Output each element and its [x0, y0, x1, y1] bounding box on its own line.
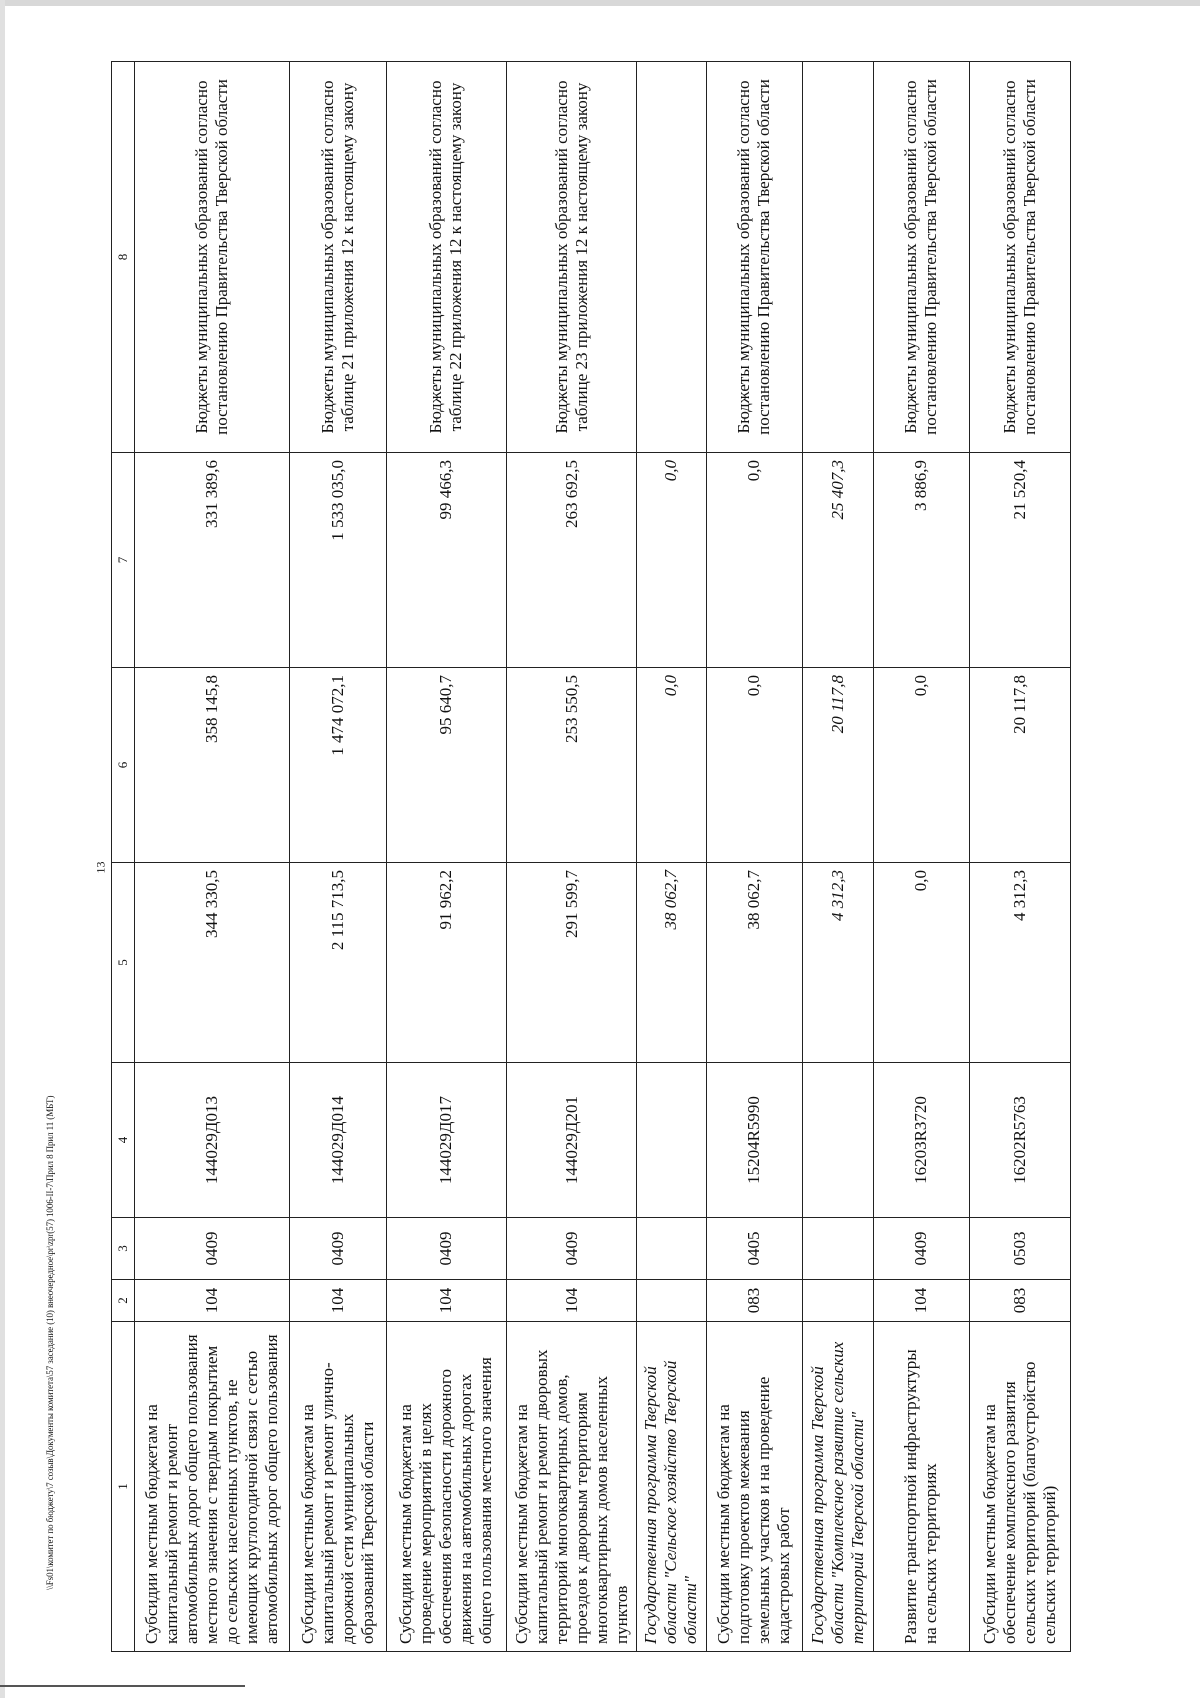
row-name: Субсидии местным бюджетам на проведение мероприятий в целях обеспечения безопасности дорожного движения на автомобильных дорогах общего пользования местного значения	[386, 1322, 507, 1652]
row-amount-3: 0,0	[706, 453, 803, 668]
row-admin-code: 083	[706, 1280, 803, 1322]
row-section-code: 0409	[873, 1218, 970, 1280]
header-col-3: 3	[112, 1218, 135, 1280]
row-name: Субсидии местным бюджетам на подготовку проектов межевания земельных участков и на проведение кадастровых работ	[706, 1322, 803, 1652]
row-recipient: Бюджеты муниципальных образований согласно таблице 22 приложения 12 к настоящему закону	[386, 62, 507, 453]
row-section-code	[803, 1218, 873, 1280]
row-amount-3: 21 520,4	[970, 453, 1071, 668]
row-amount-2: 0,0	[706, 668, 803, 863]
header-col-1: 1	[112, 1322, 135, 1652]
row-amount-2: 1 474 072,1	[289, 668, 386, 863]
row-section-code: 0409	[386, 1218, 507, 1280]
row-target-code: 15204R5990	[706, 1063, 803, 1218]
row-amount-3: 25 407,3	[803, 453, 873, 668]
row-section-code: 0503	[970, 1218, 1071, 1280]
row-target-code: 144029Д017	[386, 1063, 507, 1218]
row-amount-2: 253 550,5	[507, 668, 637, 863]
row-name: Субсидии местным бюджетам на капитальный ремонт и ремонт автомобильных дорог общего пользования местного значения с твердым покрытием до сельских населенных пунктов, не имеющих круглогодичной связи с сетью автомобильных дорог общего пользования	[135, 1322, 290, 1652]
row-target-code	[803, 1063, 873, 1218]
row-amount-1: 2 115 713,5	[289, 863, 386, 1063]
row-recipient: Бюджеты муниципальных образований согласно таблице 23 приложения 12 к настоящему закону	[507, 62, 637, 453]
row-amount-3: 263 692,5	[507, 453, 637, 668]
row-target-code: 16202R5763	[970, 1063, 1071, 1218]
row-admin-code: 083	[970, 1280, 1071, 1322]
footer-file-path: \\Fs01\комитет по бюджету\7 созыв\Документы комитета\57 заседание (10) внеочередное\pr\zpr(57) 1006-II-7\Прил 8 Прил 11 (МБТ)	[45, 1095, 55, 1590]
scan-edge-top	[0, 0, 1200, 6]
row-amount-2: 0,0	[637, 668, 706, 863]
row-recipient	[803, 62, 873, 453]
row-amount-2: 358 145,8	[135, 668, 290, 863]
row-section-code	[637, 1218, 706, 1280]
program-row	[637, 62, 706, 1652]
row-target-code: 16203R3720	[873, 1063, 970, 1218]
row-admin-code: 104	[135, 1280, 290, 1322]
row-section-code: 0405	[706, 1218, 803, 1280]
table-row	[289, 62, 386, 1652]
row-amount-1: 291 599,7	[507, 863, 637, 1063]
row-amount-1: 344 330,5	[135, 863, 290, 1063]
table-row	[507, 62, 637, 1652]
header-col-7: 7	[112, 453, 135, 668]
header-col-6: 6	[112, 668, 135, 863]
table-row	[135, 62, 290, 1652]
row-amount-2: 20 117,8	[803, 668, 873, 863]
row-section-code: 0409	[135, 1218, 290, 1280]
row-recipient: Бюджеты муниципальных образований согласно постановлению Правительства Тверской области	[706, 62, 803, 453]
row-admin-code: 104	[289, 1280, 386, 1322]
row-name: Субсидии местным бюджетам на капитальный ремонт и ремонт улично-дорожной сети муниципальных образований Тверской области	[289, 1322, 386, 1652]
row-recipient: Бюджеты муниципальных образований согласно постановлению Правительства Тверской области	[970, 62, 1071, 453]
program-name: Государственная программа Тверской области "Сельское хозяйство Тверской области"	[637, 1322, 706, 1652]
row-amount-1: 91 962,2	[386, 863, 507, 1063]
header-col-5: 5	[112, 863, 135, 1063]
header-row	[112, 62, 135, 1652]
row-name: Субсидии местным бюджетам на капитальный ремонт и ремонт дворовых территорий многоквартирных домов, проездов к дворовым территориям многоквартирных домов населенных пунктов	[507, 1322, 637, 1652]
row-amount-3: 1 533 035,0	[289, 453, 386, 668]
row-amount-2: 95 640,7	[386, 668, 507, 863]
row-amount-3: 3 886,9	[873, 453, 970, 668]
row-recipient: Бюджеты муниципальных образований согласно таблице 21 приложения 12 к настоящему закону	[289, 62, 386, 453]
row-recipient: Бюджеты муниципальных образований согласно постановлению Правительства Тверской области	[135, 62, 290, 453]
header-col-8: 8	[112, 62, 135, 453]
row-name: Субсидии местным бюджетам на обеспечение комплексного развития сельских территорий (благоустройство сельских территорий)	[970, 1322, 1071, 1652]
row-amount-3: 331 389,6	[135, 453, 290, 668]
row-admin-code: 104	[507, 1280, 637, 1322]
rotated-table-container	[111, 62, 1071, 1652]
row-recipient	[637, 62, 706, 453]
bottom-rule	[0, 1685, 245, 1687]
scan-edge-left	[0, 0, 5, 1698]
row-admin-code: 104	[386, 1280, 507, 1322]
row-amount-2: 0,0	[873, 668, 970, 863]
row-amount-2: 20 117,8	[970, 668, 1071, 863]
row-amount-1: 38 062,7	[637, 863, 706, 1063]
subsidies-table	[111, 61, 1071, 1652]
program-name: Государственная программа Тверской области "Комплексное развитие сельских территорий Тверской области"	[803, 1322, 873, 1652]
header-col-4: 4	[112, 1063, 135, 1218]
row-target-code	[637, 1063, 706, 1218]
header-col-2: 2	[112, 1280, 135, 1322]
row-target-code: 144029Д013	[135, 1063, 290, 1218]
table-row	[706, 62, 803, 1652]
row-target-code: 144029Д201	[507, 1063, 637, 1218]
row-section-code: 0409	[507, 1218, 637, 1280]
row-amount-1: 4 312,3	[803, 863, 873, 1063]
row-amount-1: 0,0	[873, 863, 970, 1063]
table-row	[873, 62, 970, 1652]
row-amount-1: 4 312,3	[970, 863, 1071, 1063]
row-admin-code	[803, 1280, 873, 1322]
row-admin-code: 104	[873, 1280, 970, 1322]
program-row	[803, 62, 873, 1652]
page-number: 13	[93, 861, 108, 874]
row-amount-3: 99 466,3	[386, 453, 507, 668]
row-admin-code	[637, 1280, 706, 1322]
row-amount-1: 38 062,7	[706, 863, 803, 1063]
row-amount-3: 0,0	[637, 453, 706, 668]
row-recipient: Бюджеты муниципальных образований согласно постановлению Правительства Тверской области	[873, 62, 970, 453]
row-target-code: 144029Д014	[289, 1063, 386, 1218]
row-name: Развитие транспортной инфраструктуры на сельских территориях	[873, 1322, 970, 1652]
table-row	[386, 62, 507, 1652]
table-row	[970, 62, 1071, 1652]
row-section-code: 0409	[289, 1218, 386, 1280]
